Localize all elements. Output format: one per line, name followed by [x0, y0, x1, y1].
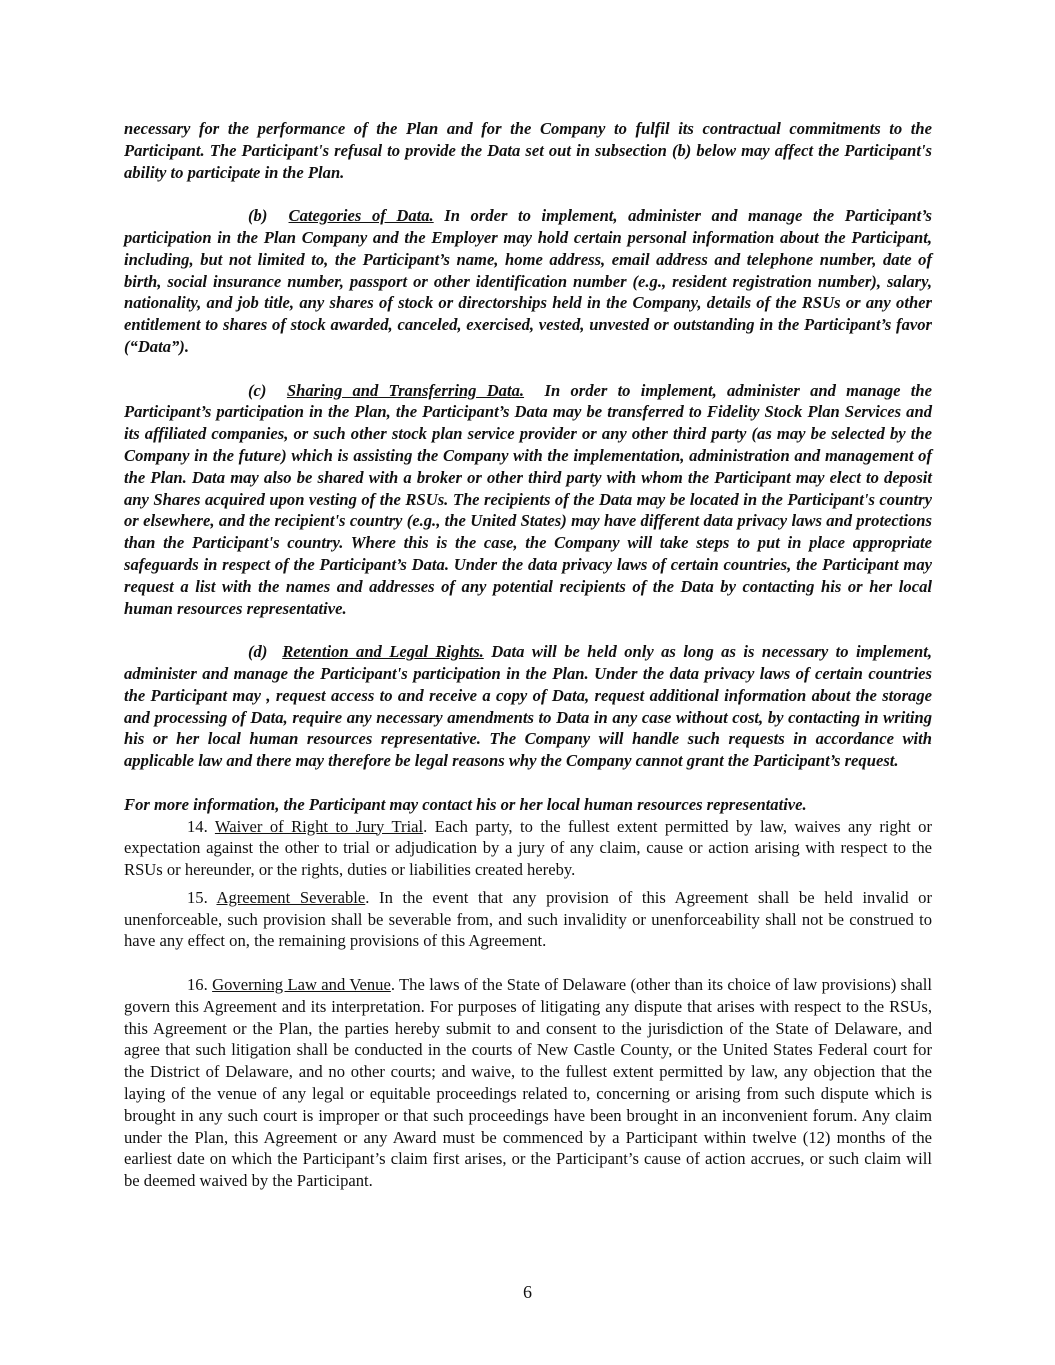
subsection-b	[124, 205, 932, 358]
subsection-b-marker: (b)	[248, 206, 268, 226]
subsection-c-text: In order to implement, administer and manage the Participant’s participation in the Plan, the Participant’s Data may be transferred to Fidelity Stock Plan Services and its affiliated companies, or such other stock plan service provider or any other third party (as may be selected by the Company in the future) which is assisting the Company with the implementation, administration and management of the Plan. Data may also be shared with a broker or other third party with whom the Participant may elect to deposit any Shares acquired upon vesting of the RSUs. The recipients of the Data may be located in the Participant's country or elsewhere, and the recipient's country (e.g., the United States) may have different data privacy laws and protections than the Participant's country. Where this is the case, the Company will take steps to put in place appropriate safeguards in respect of the Participant’s Data. Under the data privacy laws of certain countries, the Participant may request a list with the names and addresses of any potential recipients of the Data by contacting his or her local human resources representative.	[124, 380, 932, 618]
section-14-heading: Waiver of Right to Jury Trial	[214, 816, 424, 836]
section-15-number: 15.	[187, 887, 208, 907]
section-14-number: 14.	[187, 816, 208, 836]
section-16-number: 16.	[187, 975, 208, 995]
section-16	[124, 974, 932, 1192]
subsection-d	[124, 641, 932, 772]
subsection-c-marker: (c)	[248, 380, 267, 400]
subsection-d-text: Data will be held only as long as is necessary to implement, administer and manage the Participant's participation in the Plan. Under the data privacy laws of certain countries the Participant may , request access to and receive a copy of Data, request additional information about the storage and processing of Data, require any necessary amendments to Data in any case without cost, by contacting in writing his or her local human resources representative. The Company will handle such requests in accordance with applicable law and there may therefore be legal reasons why the Company cannot grant the Participant’s request.	[124, 642, 933, 771]
intro-paragraph: necessary for the performance of the Plan and for the Company to fulfil its contractual commitments to the Participant. The Participant's refusal to provide the Data set out in subsection (b) below may affect the Participant's ability to participate in the Plan.	[124, 119, 932, 182]
section-15-heading: Agreement Severable	[216, 887, 366, 907]
subsection-d-marker: (d)	[248, 642, 268, 662]
section-14-text: . Each party, to the fullest extent permitted by law, waives any right or expectation against the other to trial or adjudication by a jury of any claim, cause or action arising with respect to the RSUs or hereunder, or the rights, duties or liabilities created hereby.	[124, 816, 932, 880]
section-16-text: . The laws of the State of Delaware (other than its choice of law provisions) shall govern this Agreement and its interpretation. For purposes of litigating any dispute that arises with respect to the RSUs, this Agreement or the Plan, the parties hereby submit to and consent to the jurisdiction of the State of Delaware, and agree that such litigation shall be conducted in the courts of New Castle County, or the United States Federal court for the District of Delaware, and no other courts; and waive, to the fullest extent permitted by law, any objection that the laying of the venue of any legal or equitable proceedings related to, concerning or arising from such dispute which is brought in any such court is improper or that such proceedings have been brought in an inconvenient forum. Any claim under the Plan, this Agreement or any Award must be commenced by a Participant within twelve (12) months of the earliest date on which the Participant’s claim first arises, or the Participant’s cause of action accrues, or such claim will be deemed waived by the Participant.	[124, 975, 932, 1191]
subsection-d-heading: Retention and Legal Rights.	[282, 642, 484, 662]
section-15	[124, 887, 932, 952]
section-16-heading: Governing Law and Venue	[212, 975, 391, 995]
document-page	[124, 118, 932, 1192]
page-number: 6	[523, 1282, 532, 1302]
subsection-b-heading: Categories of Data.	[288, 206, 434, 226]
subsection-b-text: In order to implement, administer and manage the Participant’s participation in the Plan Company and the Employer may hold certain personal information about the Participant, including, but not limited to, the Participant’s name, home address, email address and telephone number, date of birth, social insurance number, passport or other identification number (e.g., resident registration number), salary, nationality, and job title, any shares of stock or directorships held in the Company, details of the RSUs or any other entitlement to shares of stock awarded, canceled, exercised, vested, unvested or outstanding in the Participant’s favor (“Data”).	[124, 206, 933, 356]
subsection-c-heading: Sharing and Transferring Data.	[286, 380, 525, 400]
more-info-paragraph: For more information, the Participant may contact his or her local human resources representative.	[124, 794, 807, 814]
subsection-c	[124, 380, 932, 620]
section-15-text: . In the event that any provision of this Agreement shall be held invalid or unenforceable, such provision shall be severable from, and such invalidity or unenforceability shall not be construed to have any effect on, the remaining provisions of this Agreement.	[124, 887, 932, 951]
section-14	[124, 816, 932, 881]
